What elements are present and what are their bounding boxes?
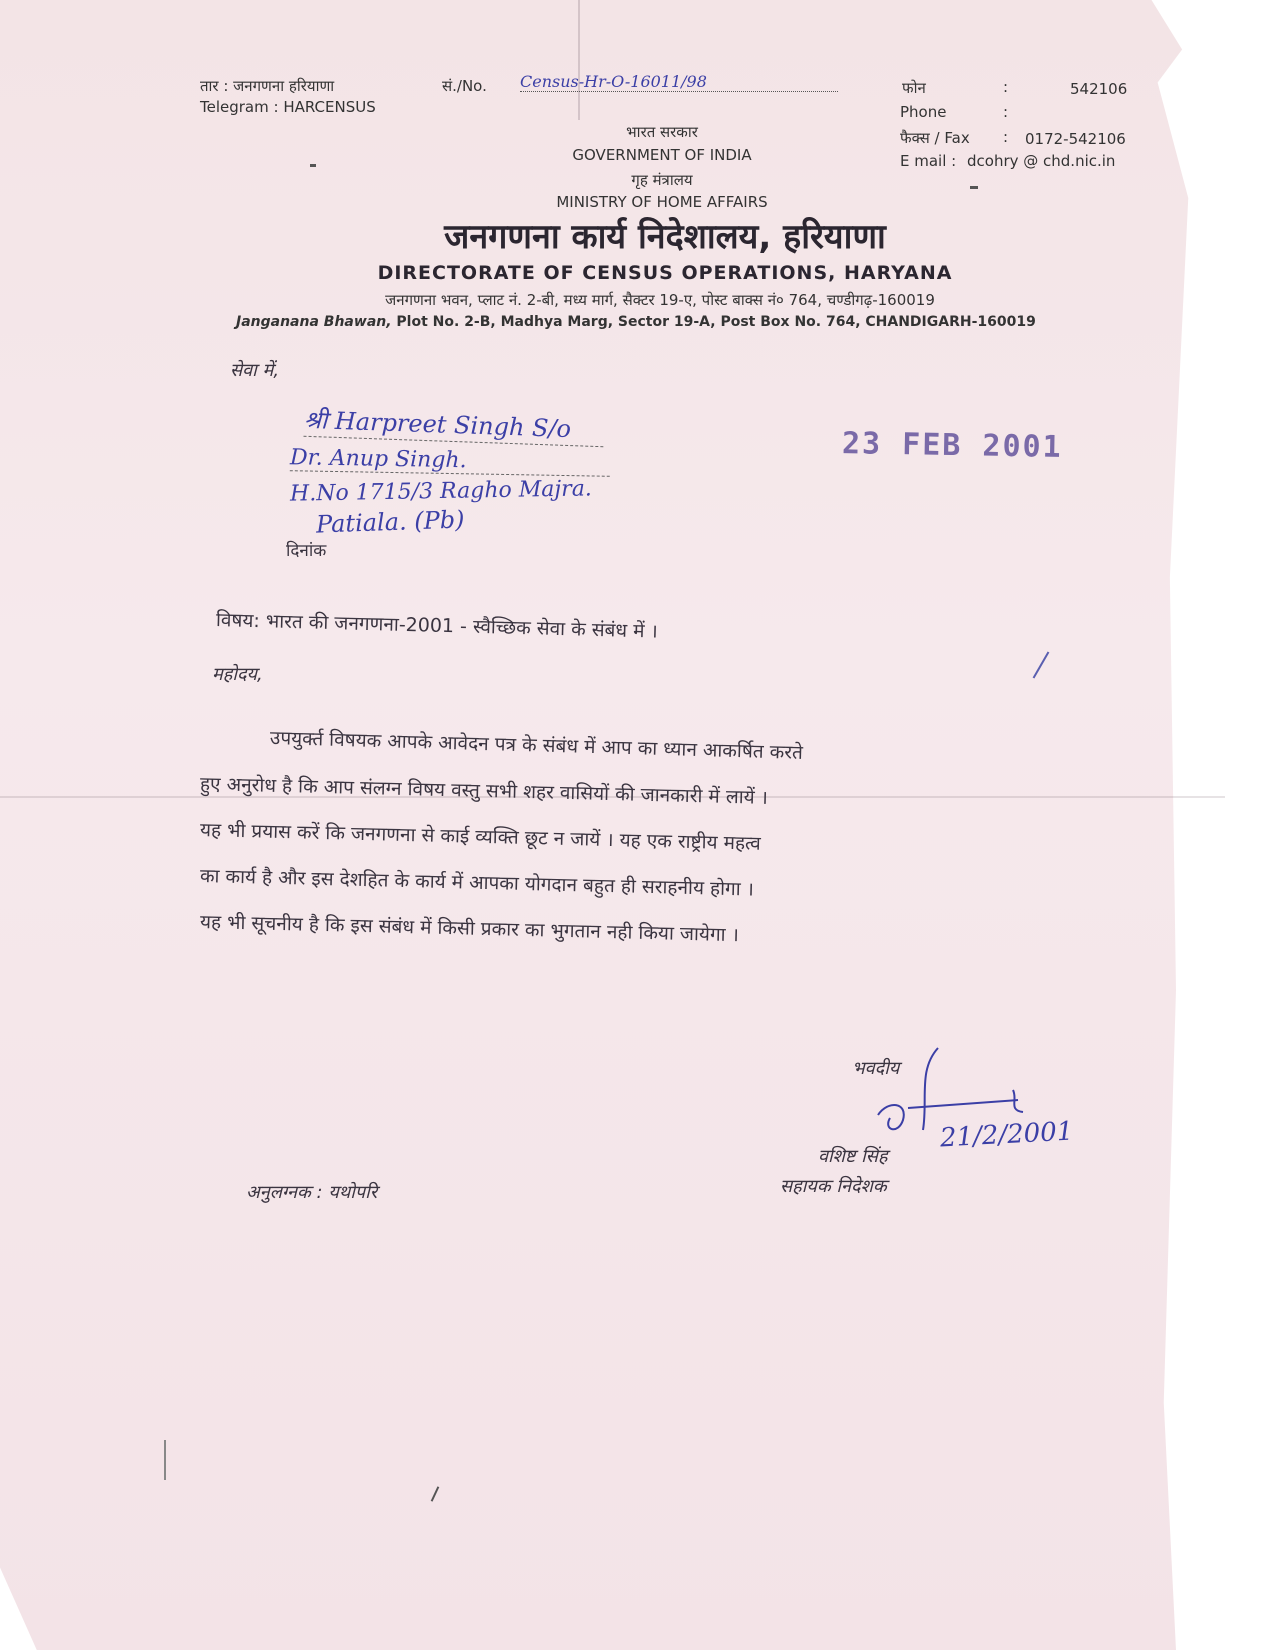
paper-crease (578, 0, 580, 120)
directorate-title-english: DIRECTORATE OF CENSUS OPERATIONS, HARYANA (377, 262, 953, 284)
stray-mark (970, 186, 978, 189)
closing-yours: भवदीय (852, 1058, 900, 1079)
phone-en-colon: : (1003, 103, 1009, 121)
address-english-italic: Janganana Bhawan, (236, 314, 392, 330)
telegram-hindi: तार : जनगणना हरियाणा (200, 77, 335, 95)
enclosure: अनुलग्नक : यथोपरि (246, 1182, 378, 1203)
recipient-line-2: Dr. Anup Singh. (290, 445, 610, 477)
stray-mark (164, 1440, 166, 1480)
salutation-to: सेवा में, (230, 360, 280, 381)
signatory-designation: सहायक निदेशक (780, 1176, 887, 1197)
signatory-name: वशिष्ट सिंह (818, 1146, 888, 1167)
signature-date: 21/2/2001 (939, 1116, 1075, 1154)
recipient-line-3: H.No 1715/3 Ragho Majra. (289, 476, 593, 507)
body-line-2: हुए अनुरोध है कि आप संलग्न विषय वस्तु सभी शहर वासियों की जानकारी में लायें । (199, 773, 769, 809)
telegram-english: Telegram : HARCENSUS (200, 98, 376, 116)
email-label: E mail : (900, 152, 957, 170)
subject-line: विषय: भारत की जनगणना-2001 - स्वैच्छिक सेवा के संबंध में । (215, 609, 659, 643)
greeting: महोदय, (212, 664, 263, 685)
phone-colon: : (1003, 78, 1009, 96)
government-hindi: भारत सरकार (626, 123, 698, 141)
received-date-stamp: 23 FEB 2001 (841, 426, 1063, 465)
ministry-hindi: गृह मंत्रालय (631, 171, 693, 189)
email-value: dcohry @ chd.nic.in (967, 152, 1116, 170)
date-label: दिनांक (286, 541, 327, 561)
fax-colon: : (1003, 128, 1009, 146)
phone-en-label: Phone (900, 103, 947, 121)
body-line-1: उपयुर्क्त विषयक आपके आवेदन पत्र के संबंध में आप का ध्यान आकर्षित करते (269, 727, 804, 764)
reference-number: Census-Hr-O-16011/98 (520, 72, 838, 92)
phone-hi-value: 542106 (1070, 80, 1128, 98)
phone-hi-label: फोन (902, 79, 926, 97)
body-line-5: यह भी सूचनीय है कि इस संबंध में किसी प्रकार का भुगतान नही किया जायेगा । (199, 911, 740, 947)
reference-label: सं./No. (442, 77, 487, 95)
government-english: GOVERNMENT OF INDIA (572, 146, 752, 164)
address-english: Plot No. 2-B, Madhya Marg, Sector 19-A, Post Box No. 764, CHANDIGARH-160019 (396, 314, 1036, 330)
body-line-4: का कार्य है और इस देशहित के कार्य में आपका योगदान बहुत ही सराहनीय होगा । (199, 865, 755, 901)
address-hindi: जनगणना भवन, प्लाट नं. 2-बी, मध्य मार्ग, सैक्टर 19-ए, पोस्ट बाक्स नं० 764, चण्डीगढ़-160019 (385, 291, 935, 309)
ministry-english: MINISTRY OF HOME AFFAIRS (556, 193, 768, 211)
recipient-line-1: श्री Harpreet Singh S/o (303, 403, 604, 447)
body-line-3: यह भी प्रयास करें कि जनगणना से काई व्यक्ति छूट न जायें । यह एक राष्ट्रीय महत्व (199, 819, 761, 855)
recipient-line-4: Patiala. (Pb) (315, 505, 465, 539)
directorate-title-hindi: जनगणना कार्य निदेशालय, हरियाणा (444, 217, 886, 257)
fax-label: फैक्स / Fax (900, 129, 970, 147)
stray-mark (310, 164, 316, 167)
fax-value: 0172-542106 (1025, 130, 1126, 148)
